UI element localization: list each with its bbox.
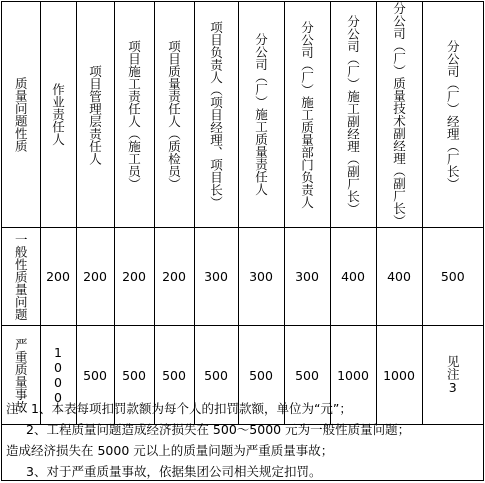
cell-value: 见注3 <box>422 326 483 425</box>
row-type-severe: 严重质量事故 <box>2 326 40 425</box>
cell-value: 200 <box>76 228 114 326</box>
cell-value: 1000 <box>376 326 422 425</box>
cell-value: 1000 <box>40 326 76 425</box>
cell-value: 300 <box>284 228 330 326</box>
header-quality-type: 质量问题性质 <box>2 2 40 228</box>
header-worker: 作业责任人 <box>40 2 76 228</box>
note-line-3: 造成经济损失在 5000 元以上的质量问题为严重质量事故； <box>6 443 334 458</box>
cell-value: 300 <box>194 228 238 326</box>
cell-value: 200 <box>40 228 76 326</box>
note-line-4: 3、对于严重质量事故，依据集团公司相关规定扣罚。 <box>26 464 322 479</box>
cell-value: 500 <box>154 326 194 425</box>
cell-value: 200 <box>114 228 154 326</box>
cell-value: 300 <box>238 228 284 326</box>
penalty-table <box>2 2 483 425</box>
cell-value: 200 <box>154 228 194 326</box>
cell-value: 400 <box>376 228 422 326</box>
cell-value: 400 <box>330 228 376 326</box>
header-branch-construction-owner: 分公司（厂）施工质量责任人 <box>238 2 284 228</box>
cell-value: 500 <box>114 326 154 425</box>
cell-value: 500 <box>238 326 284 425</box>
header-project-lead: 项目负责人（项目经理、项目长） <box>194 2 238 228</box>
header-branch-deputy-construction: 分公司（厂）施工副经理（副厂长） <box>330 2 376 228</box>
row-type-general: 一般性质量问题 <box>2 228 40 326</box>
header-quality-owner: 项目质量责任人（质检员） <box>154 2 194 228</box>
note-line-1: 注：1、本表每项扣罚款额为每个人的扣罚款额，单位为“元”； <box>6 401 352 416</box>
header-branch-manager: 分公司（厂）经理（厂长） <box>422 2 483 228</box>
notes-section <box>2 398 483 481</box>
cell-value: 500 <box>284 326 330 425</box>
table-row <box>2 228 483 326</box>
header-project-management: 项目管理层责任人 <box>76 2 114 228</box>
cell-value: 500 <box>194 326 238 425</box>
cell-value: 500 <box>76 326 114 425</box>
cell-value: 1000 <box>330 326 376 425</box>
penalty-document <box>1 1 484 481</box>
note-line-2: 2、工程质量问题造成经济损失在 500～5000 元为一般性质量问题； <box>26 422 411 437</box>
header-construction-owner: 项目施工责任人（施工员） <box>114 2 154 228</box>
header-row <box>2 2 483 228</box>
header-branch-deputy-quality: 分公司（厂）质量技术副经理（副厂长） <box>376 2 422 228</box>
cell-value: 500 <box>422 228 483 326</box>
header-branch-quality-dept: 分公司（厂）施工质量部门负责人 <box>284 2 330 228</box>
